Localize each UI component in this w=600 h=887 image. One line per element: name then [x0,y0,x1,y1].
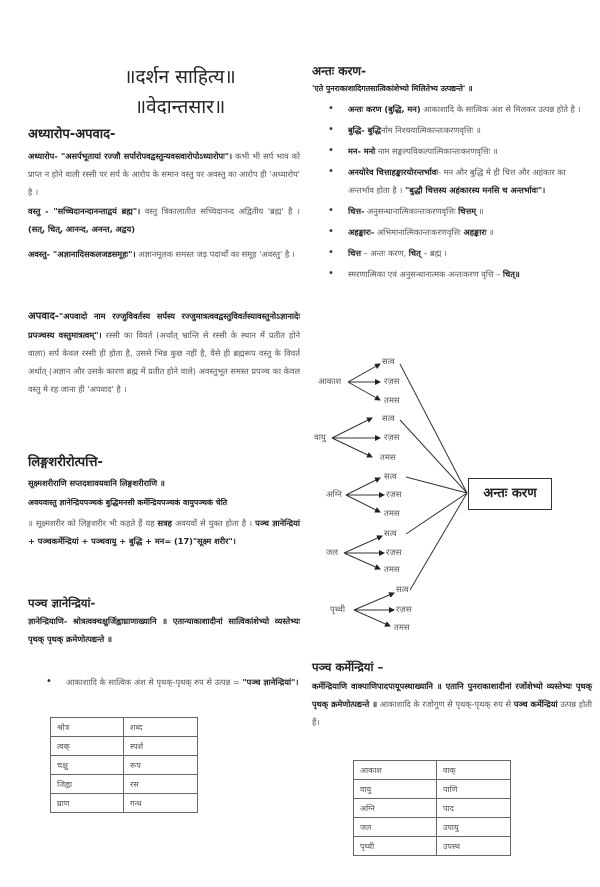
guna-rajas: रज़स [384,377,400,387]
table-cell: त्वक् [51,737,124,756]
guna-sattva: सत्व [382,414,395,424]
vastu-quote: "सच्चिदानन्दानन्ताद्वयं ब्रह्म"। [53,206,141,216]
lingasharira-text-a: ॥ सूक्ष्मशरीर को लिङ्गशरीर भी कहते हैं यह [28,518,158,528]
gyanendriya-table [50,717,198,813]
guna-rajas: रज़स [396,605,412,615]
table-cell: गन्ध [124,794,198,813]
table-row [51,794,198,813]
document-subtitle: ॥वेदान्तसार॥ [134,96,226,118]
table-row [354,780,511,799]
vastu-attributes: (सत्, चित्, आनन्द, अनन्त, अद्वय) [28,224,136,234]
heading-antahkarana: अन्तः करण- [312,64,367,78]
bullet-antarbhava [320,163,590,199]
gyanendriya-bullet-text: आकाशादि के सात्विक अंश से पृथक्-पृथक् रुप से उत्पन्न = [66,677,243,687]
element-aakash: आकाश [318,377,342,387]
guna-rajas: रज़स [384,433,400,443]
bullet-text: स्मरणात्मिका एवं अनुसन्धानात्मक अन्तःकरण वृत्ति – [348,269,503,279]
guna-rajas: रज़स [386,490,402,500]
elements-to-antahkarana-diagram [310,340,570,640]
table-row [51,718,198,737]
bullet-bold: अहङ्कारः- [348,227,375,237]
avastu-quote: "अज्ञानादिसकलजडसमूहः"। [52,249,136,259]
lingasharira-text-b: अवयवों से युक्त होता है । [171,518,256,528]
bullet-text: अनुसन्धानात्मिकान्तःकरणवृत्तिः [364,206,459,216]
table-cell: जिह्वा [51,775,124,794]
gyanendriya-bullet [38,673,300,691]
bullet-ahankara [320,223,590,241]
table-cell: श्रोत्र [51,718,124,737]
bullet-bold: चित्त [348,248,361,258]
table-cell: उपायु [437,818,511,837]
table-row [354,818,511,837]
table-row [354,799,511,818]
bullet-text-2: ॥ [476,206,484,216]
table-cell: वायु [354,780,437,799]
bullet-bold-2: चित्॥ [502,269,520,279]
table-cell: रस [124,775,198,794]
lingasharira-seventeen: सत्रह [157,518,172,528]
guna-sattva: सत्व [384,529,397,539]
bullet-bold-2: अहङ्कारः [463,227,487,237]
apavada-text: रस्सी का विवर्त (अर्थात् भ्रान्ति से रस्सी के स्थान में प्रतीत होने वाला) सर्प केवल रस्सी ही होता है, उससे भिन्न कुछ नहीं है, वैसे ही ब्रह्मरूप वस्तु के विवर्त अर्थात् (अज्ञान और उसके कारण ब्रह्म में प्रतीत होने वाले) अवस्तुभूत समस्त प्रपञ्च का केवल वस्तु मे रह जाना ही 'अपवाद' है । [28,330,300,394]
table-cell: वाक् [437,761,511,780]
table-cell: आकाश [354,761,437,780]
table-cell: चक्षु [51,756,124,775]
paragraph-vastu [28,202,300,238]
karmendriya-table [353,760,511,856]
element-agni: अग्नि [326,490,342,500]
karmendriya-text-a: आकाशादि के रजोगुण से पृथक्-पृथक् रुप से [377,699,514,709]
bullet-text: आकाशादि के सात्विक अंश से मिलकर उत्पन्न होते है । [420,104,581,114]
bullet-smaranatmika [320,265,590,283]
lingasharira-sutra-2: अवयवास्तु ज्ञानेन्द्रियपञ्चकं बुद्धिमनसी कर्मेन्द्रियपञ्चकं वायुपञ्चकं चेति [28,498,228,507]
bullet-mana [320,142,590,160]
heading-lingasharira: लिङ्गशरीरोत्पत्ति- [28,455,103,470]
guna-tamas: तमस [394,623,410,633]
antahkarana-bullet-list [320,100,590,286]
bullet-text-2: ॥ [486,227,494,237]
document-title: ॥दर्शन साहित्य॥ [124,66,236,88]
element-prithvi: पृथ्वी [330,605,346,615]
paragraph-avastu [28,245,300,263]
element-vayu: वायु [314,433,326,443]
lingasharira-sutra-1: सूक्ष्मशरीराणि सप्तदशावयवानि लिङ्गशरीराणि ॥ [28,478,165,488]
guna-sattva: सत्व [396,585,409,595]
bullet-text: – अन्तः करण, [360,248,409,258]
paragraph-apavada [28,307,300,398]
table-cell: पाणि [437,780,511,799]
table-row [51,756,198,775]
element-jal: जल [326,548,339,558]
table-cell: रूप [124,756,198,775]
gyanendriya-sutra: ज्ञानेन्द्रियाणि- श्रोत्रत्वक्चक्षुर्जिह्वाघ्राणाख्यानि ॥ एतान्याकाशादीनां सात्विकांशेभ्यो व्यस्तेभ्यः पृथक् पृथक् क्रमेणोत्पद्यन्ते ॥ [28,616,300,644]
antahkarana-box: अन्तः करण [468,478,552,510]
bullet-bold: चित्त- [348,206,365,216]
lingasharira-explanation [28,514,300,550]
vastu-label: वस्तु - [28,206,54,216]
bullet-bold: मन- मनो [348,146,376,156]
table-cell: जल [354,818,437,837]
bullet-buddhi [320,121,590,139]
bullet-text: र्नाम निश्चयात्मिकान्तःकरणवृत्तिः ॥ [380,125,481,135]
bullet-chitta-chit [320,244,590,262]
avastu-label: अवस्तु- [28,249,53,259]
karmendriya-bold: पञ्च कर्मेन्द्रियां [513,699,558,709]
table-cell: पाद [437,799,511,818]
bullet-text-2: – ब्रह्म । [420,248,447,258]
vastu-text: वस्तु त्रिकालातीत सच्चिदानन्द अद्वितीय 'ब्रह्म' है । [140,206,300,216]
antahkarana-sutra: 'एते पुनराकाशादिगतसात्विकांशेभ्यो मिलितेभ्य उत्पद्यन्ते' ॥ [312,84,473,93]
paragraph-adhyaropa [28,147,300,201]
lingasharira-formula: पञ्च ज्ञानेन्द्रियां + पञ्चकर्मेन्द्रियां + पञ्चवायु + बुद्धि + मन= (17)"सूक्ष्म शरीर"। [28,518,300,546]
bullet-text: अभिमानात्मिकान्तःकरणवृत्तिः [374,227,464,237]
bullet-text: - मन और बुद्धि मे ही चित्त और अहंकार का अन्तर्भाव होता है । [348,167,566,195]
bullet-bold: अन्तः करण (बुद्धि, मन) [348,104,421,114]
karmendriya-paragraph [312,677,592,731]
guna-tamas: तमस [384,396,400,406]
table-row [354,761,511,780]
karmendriya-sutra: कर्मेन्द्रियाणि वाक्पाणिपादपायूपस्थाख्यानि ॥ एतानि पुनराकाशादीनां रजोंशेभ्यो व्यस्तेभ्यः पृथक् पृथक् क्रमेणोत्पद्यन्ते ॥ [312,681,592,709]
table-cell: अग्नि [354,799,437,818]
guna-rajas: रज़स [386,548,402,558]
heading-adhyaropa-apavada: अध्यारोप-अपवाद- [28,127,116,142]
adhyaropa-quote: "असर्पभूतायां रज्जौ सर्पारोपवद्वस्तुन्यवस्त्वारोपोऽध्यारोपः"। [60,151,233,161]
heading-panch-karmendriya: पञ्च कर्मेन्द्रियां – [312,660,384,674]
guna-tamas: तमस [384,565,400,575]
table-row [51,737,198,756]
guna-tamas: तमस [384,509,400,519]
table-row [354,837,511,856]
heading-panch-gyanendriya: पञ्च ज्ञानेन्द्रियां- [28,596,96,610]
apavada-quote: "अपवादो नाम रज्जुविवर्तस्य सर्पस्य रज्जुमात्रत्ववद्वस्तुविवर्तस्यावस्तुनोऽज्ञानादेः प्रपञ्चस्य वस्तुमात्रत्वम्"। [28,311,300,340]
gyanendriya-bullet-list [38,673,300,694]
table-cell: शब्द [124,718,198,737]
adhyaropa-text: कभी भी सर्प भाव को प्राप्त न होने वाली रस्सी पर सर्प के आरोप के समान वस्तु पर अवस्तु का आरोप ही 'अध्यारोप' है । [28,151,301,197]
karmendriya-text-b: उत्पन्न होती हैं। [312,699,592,727]
bullet-bold-2: चित्तम् [458,206,477,216]
apavada-label: अपवाद- [28,311,59,322]
guna-sattva: सत्व [384,472,397,482]
adhyaropa-label: अध्यारोप- [28,151,61,161]
guna-sattva: सत्व [382,357,395,367]
bullet-chitta [320,202,590,220]
table-cell: पृथ्वी [354,837,437,856]
table-cell: स्पर्श [124,737,198,756]
table-cell: घ्राण [51,794,124,813]
bullet-text: नाम सङ्कल्पविकल्पात्मिकान्तःकरणवृत्तिः ॥ [375,146,498,156]
table-row [51,775,198,794]
bullet-bold-2: चित् [408,248,421,258]
bullet-bold-quote: "बुद्धौ चित्तस्य अहंकारस्य मनसि च अन्तर्भावः"। [405,185,546,195]
guna-tamas: तमस [380,453,396,463]
bullet-bold: अनयोरेव चित्ताहङ्कारयोरन्तर्भावः [348,167,439,177]
table-cell: उपस्थ [437,837,511,856]
bullet-bold: बुद्धि- बुद्धि [348,125,381,135]
bullet-antahkarana [320,100,590,118]
avastu-text: अज्ञानमूलक समस्त जड़ पदार्थों का समूह 'अवस्तु' है । [135,249,295,259]
gyanendriya-bullet-bold: "पञ्च ज्ञानेन्द्रियां"। [242,677,299,687]
